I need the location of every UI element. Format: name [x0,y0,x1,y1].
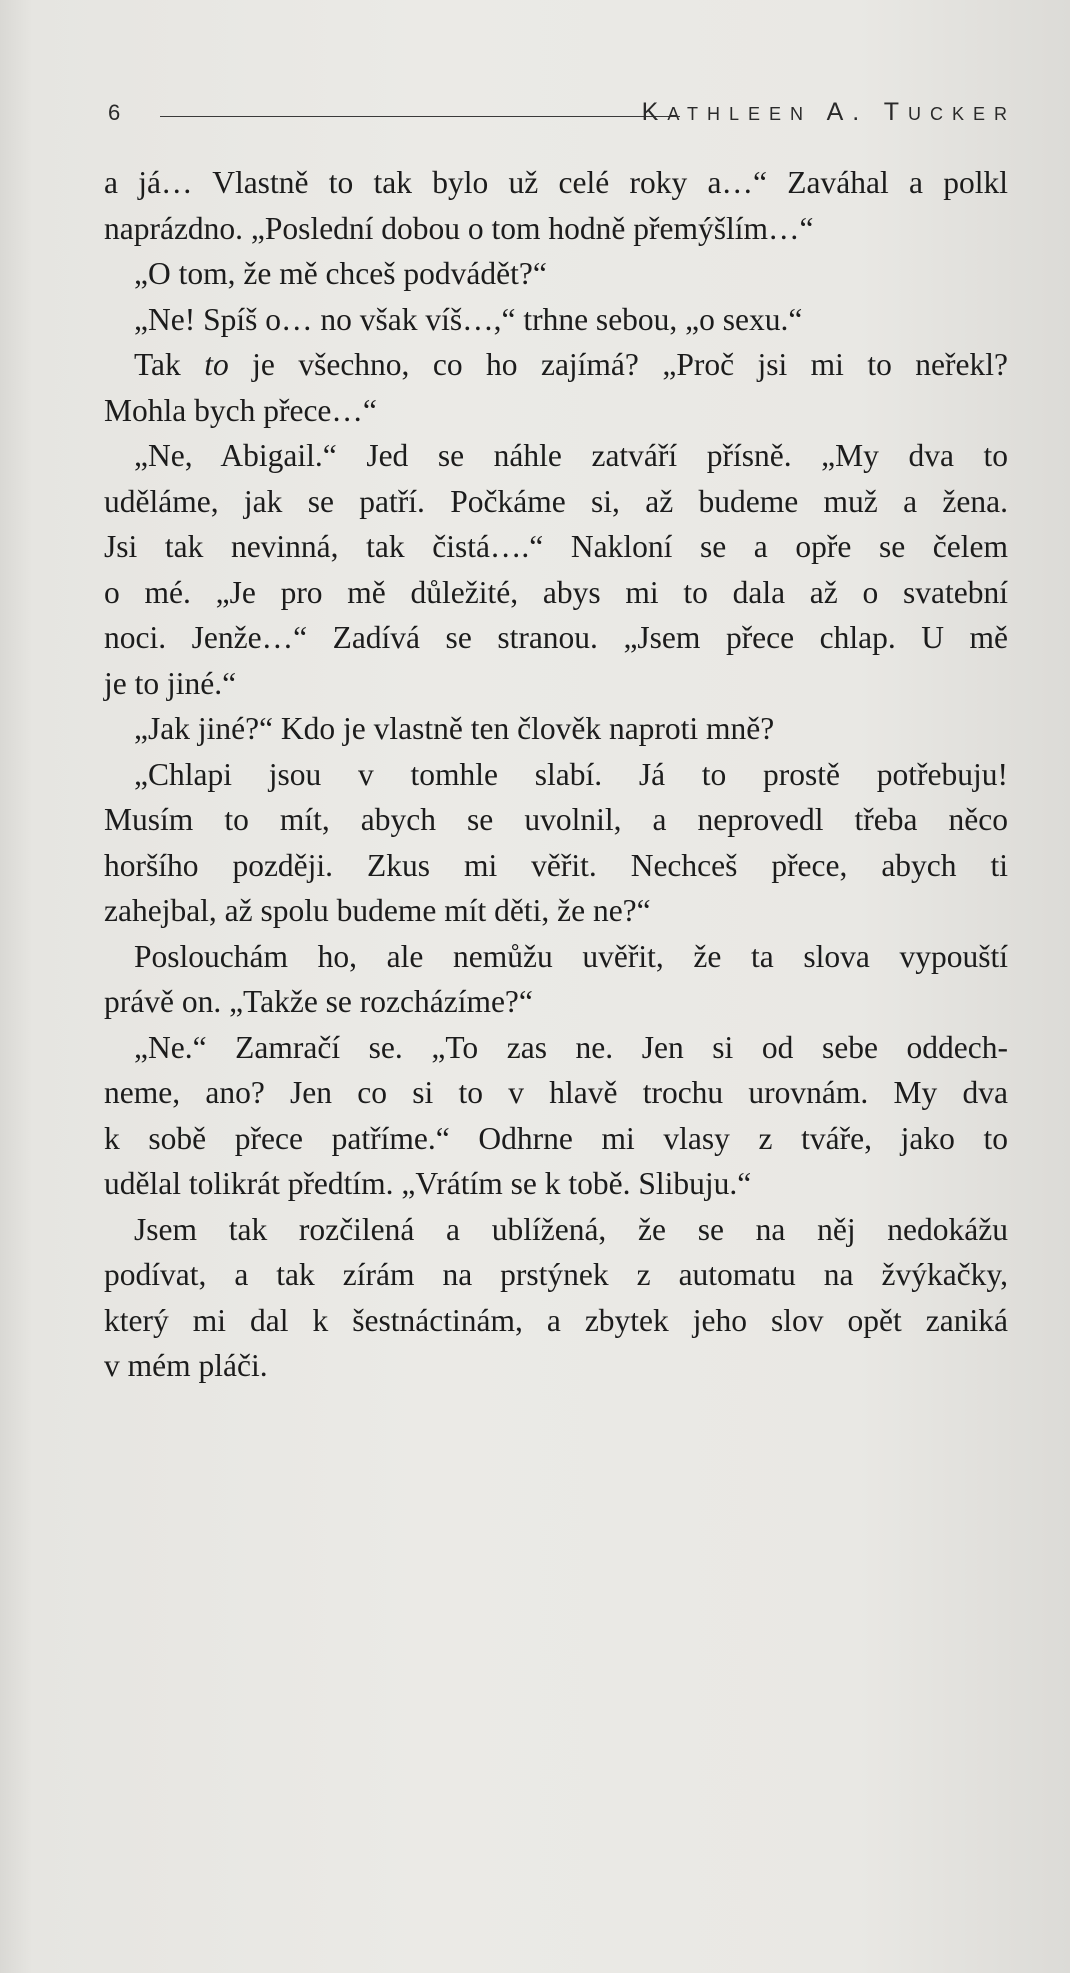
emphasis-text: to [204,347,229,382]
text-line: k sobě přece patříme.“ Odhrne mi vlasy z tváře, jako to [104,1120,1008,1156]
text-line: „Ne, Abigail.“ Jed se náhle zatváří přísně. „My dva to [134,438,1008,473]
text-line: který mi dal k šestnáctinám, a zbytek jeho slov opět zaniká [104,1302,1008,1338]
text-line: „Ne.“ Zamračí se. „To zas ne. Jen si od sebe oddech- [134,1029,1008,1065]
text-line: zahejbal, až spolu budeme mít děti, že ne?“ [104,893,651,928]
text-line: noci. Jenže…“ Zadívá se stranou. „Jsem přece chlap. U mě [104,620,1008,655]
text-segment: je všechno, co ho zajímá? „Proč jsi mi to neřekl? [228,347,1008,382]
text-line: je to jiné.“ [104,665,237,701]
text-line: Jsi tak nevinná, tak čistá….“ Nakloní se a opře se čelem [104,529,1008,564]
text-line: udělal tolikrát předtím. „Vrátím se k tobě. Slibuju.“ [104,1166,752,1201]
text-line: uděláme, jak se patří. Počkáme si, až budeme muž a žena. [104,483,1008,519]
text-line: Mohla bych přece…“ [104,392,377,428]
text-line: Jsem tak rozčilená a ublížená, že se na něj nedokážu [134,1211,1008,1247]
text-line: „Ne! Spíš o… no však víš…,“ trhne sebou, „o sexu.“ [134,301,803,337]
text-line: podívat, a tak zírám na prstýnek z automatu na žvýkačky, [104,1257,1008,1292]
text-segment: Tak [134,347,205,382]
text-line: a já… Vlastně to tak bylo už celé roky a…“ Zaváhal a polkl [104,165,1008,200]
text-line: „Chlapi jsou v tomhle slabí. Já to prostě potřebuju! [134,756,1008,792]
text-line: „Jak jiné?“ Kdo je vlastně ten člověk naproti mně? [134,711,775,746]
text-line: neme, ano? Jen co si to v hlavě trochu urovnám. My dva [104,1075,1008,1110]
text-line [104,342,1008,388]
running-head [108,96,1018,136]
body-text [104,160,1008,1389]
header-rule [160,116,680,117]
author-name: Kathleen A. Tucker [641,98,1016,126]
text-line: v mém pláči. [104,1348,268,1383]
page-number: 6 [108,100,121,125]
text-line: horšího později. Zkus mi věřit. Nechceš přece, abych ti [104,847,1008,883]
text-line: Musím to mít, abych se uvolnil, a neprovedl třeba něco [104,802,1008,837]
text-line: Poslouchám ho, ale nemůžu uvěřit, že ta slova vypouští [134,938,1008,974]
text-line: naprázdno. „Poslední dobou o tom hodně přemýšlím…“ [104,210,814,246]
text-line: „O tom, že mě chceš podvádět?“ [134,256,547,291]
text-line: o mé. „Je pro mě důležité, abys mi to dala až o svatební [104,574,1008,610]
text-line: právě on. „Takže se rozcházíme?“ [104,984,533,1019]
